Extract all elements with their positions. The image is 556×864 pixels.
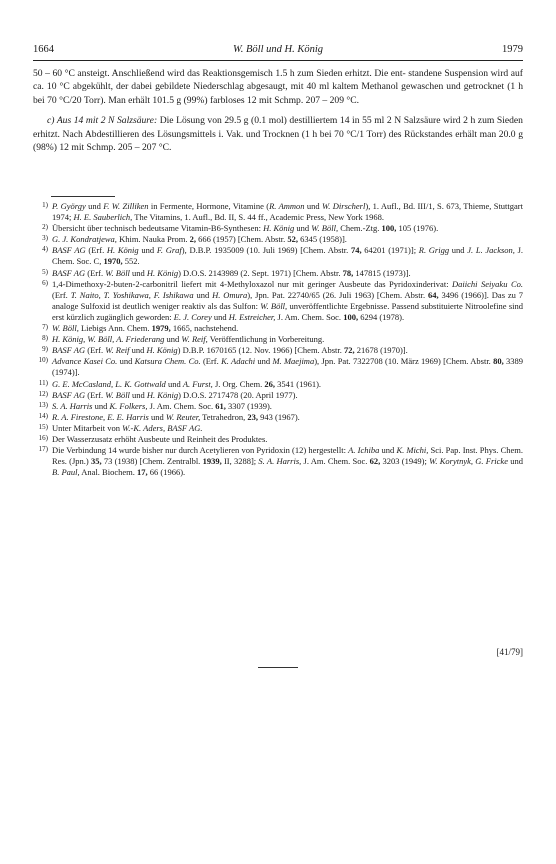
footnote [33,423,523,434]
citation-text: Khim. Nauka Prom. [116,234,190,245]
citation-text: Unter Mitarbeit von [52,422,123,433]
footnote-number: 8) [42,334,48,343]
body-line: 50 – 60 °C ansteigt. Anschließend wird das Reaktionsgemisch 1.5 h zum Sieden erhitzt. Die ent- [33,68,406,79]
citation-name: A. Furst, [182,378,213,389]
footnote-number: 5) [42,267,48,276]
footnote-text [52,390,523,401]
citation-text: Chem.-Ztg. [338,223,382,234]
citation-name: K. Michi, [396,445,429,456]
footnote-number: 2) [42,223,48,232]
citation-volume: 72, [344,345,355,356]
citation-name: W. Böll [105,389,130,400]
citation-name: H. E. Sauberlich, [73,212,133,223]
citation-volume: 64, [427,289,439,300]
citation-text: 73 (1938) [Chem. Zentralbl. [101,456,203,467]
running-authors: W. Böll und H. König [232,44,324,55]
footnote-text [52,323,523,334]
citation-name: R. A. Firestone, E. E. Harris [52,411,149,422]
citation-volume: 1939, [202,456,222,467]
citation-text: und [138,245,157,256]
footnote [33,401,523,412]
citation-text: (Erf. [85,267,106,278]
citation-text: und [294,223,312,234]
citation-text: 6345 (1958)]. [298,234,347,245]
footnote-text [52,234,523,245]
citation-name: W. Böll, [260,300,288,311]
citation-volume: 78, [342,267,354,278]
citation-text: (Erf. [85,345,106,356]
citation-text: Tetrahedron, [200,411,248,422]
citation-text: 6294 (1978). [358,311,405,322]
running-header [33,44,523,55]
footnote [33,379,523,390]
citation-text: und [117,356,135,367]
citation-text: J. Am. Chem. Soc. [301,456,370,467]
citation-text: ) D.B.P. 1670165 (12. Nov. 1966) [Chem. Abstr. [177,345,345,356]
citation-volume: 17, [137,467,148,478]
citation-volume: 80, [493,356,504,367]
footnote-number: 3) [42,234,48,243]
citation-volume: 61, [215,400,226,411]
citation-text: 943 (1967). [258,411,300,422]
footnote [33,412,523,423]
citation-name: BASF AG [52,345,86,356]
citation-name: F. Graf [156,245,182,256]
citation-volume: 2, [189,234,197,245]
citation-name: W. Korytnyk, G. Fricke [429,456,508,467]
citation-text: in Fermente, Hormone, Vitamine ( [148,201,270,211]
citation-name: E. J. Corey [173,311,212,322]
page-number: 1664 [33,44,54,55]
citation-name: H. König [146,345,178,356]
footnote [33,245,523,267]
citation-name: H. König [146,267,179,278]
citation-text: und [165,378,183,389]
procedure-b-end [33,67,523,107]
citation-name: W. Reuter, [165,411,201,422]
citation-text: J. Am. Chem. Soc. [147,400,216,411]
citation-name: S. A. Harris [52,400,93,411]
citation-name: BASF AG [52,267,86,278]
citation-text: ), D.B.P. 1935009 (10. Juli 1969) [Chem. Abstr. [181,245,351,256]
end-rule [258,667,298,668]
citation-volume: 100, [381,223,397,234]
footnote [33,334,523,345]
citation-text: und [255,356,273,367]
citation-name: H. König, W. Böll, A. Friederang [52,334,165,345]
citation-text: 3203 (1949); [380,456,430,467]
citation-text: und [449,245,468,256]
citation-text: 552. [122,256,140,267]
footnote [33,223,523,234]
citation-name: W. Reif, [181,334,208,345]
citation-name: K. Adachi [221,356,256,367]
footnote [33,445,523,478]
citation-name: G. J. Kondratjewa, [52,234,117,245]
footnote-text [52,334,523,345]
citation-name: W. Dirscherl [322,201,366,211]
citation-name: J. L. Jackson, [467,245,515,256]
footnote-number: 10) [38,356,48,365]
footnote-text [52,445,523,478]
footnote [33,345,523,356]
footnote-number: 7) [42,323,48,332]
footnote-text [52,279,523,323]
citation-text: und [92,400,110,411]
citation-text: 66 (1966). [147,467,186,478]
citation-name: T. Naito, T. Yoshikawa, F. Ishikawa [70,289,194,300]
citation-name: H. König [106,245,139,256]
citation-name: W. Reif [105,345,130,356]
citation-text: J. Org. Chem. [212,378,265,389]
main-text [33,67,523,154]
footnote [33,323,523,334]
citation-text: Die Verbindung 14 wurde bisher nur durch Acetylieren von Pyridoxin (12) hergestellt: [52,445,349,456]
footnote-number: 4) [42,245,48,254]
footnote [33,356,523,378]
citation-name: H. Estreicher, [228,311,276,322]
footnote-number: 16) [38,433,48,442]
citation-name: W. Böll, [52,323,79,334]
citation-text: Übersicht über technisch bedeutsame Vitamin-B6-Synthesen: [52,223,264,234]
citation-text: (Erf. [200,356,222,367]
footnote [33,279,523,323]
footnote-separator [51,196,115,197]
citation-text: 3307 (1939). [225,400,272,411]
citation-text: und [148,411,166,422]
citation-text: 1,4-Dimethoxy-2-buten-2-carbonitril liefert mit 4-Methyloxazol nur mit geringer Ausbeute das Pyridoxinderivat: [52,278,453,289]
citation-volume: 23, [247,411,258,422]
footnote [33,234,523,245]
citation-volume: 100, [343,311,359,322]
citation-text: J. Chem. Soc. C, [52,245,524,267]
citation-volume: 74, [350,245,362,256]
footnote-text [52,356,523,378]
citation-name: H. Omura [212,289,248,300]
citation-text: 1665, nachstehend. [170,323,239,334]
citation-text: Sci. Pap. Inst. Phys. Chem. Res. (Jpn.) [52,445,523,467]
citation-name: R. Grigg [418,245,450,256]
citation-text: ) D.O.S. 2717478 (20. April 1977). [178,389,298,400]
footnote [33,434,523,445]
citation-text: 3389 (1974)]. [52,356,524,378]
citation-text: 64201 (1971)]; [361,245,419,256]
citation-name: P. György [52,201,86,211]
footnote-number: 9) [42,345,48,354]
citation-text: ), Jpn. Pat. 22740/65 (26. Juli 1963) [Chem. Abstr. [247,289,428,300]
footnote [33,201,523,223]
citation-name: Katsura Chem. Co. [134,356,201,367]
footnote-text [52,268,523,279]
publication-year: 1979 [501,44,523,55]
manuscript-code: [41/79] [496,647,523,657]
citation-name: A. Ichiba [348,445,380,456]
citation-name: S. A. Harris, [258,456,302,467]
header-rule [33,60,523,61]
citation-name: W. Böll [105,267,130,278]
body-line: standene Suspension wird auf ca. 10 °C abgekühlt, der dabei gebildete Niederschlag abgesaugt, [33,68,523,93]
citation-name: BASF AG [52,245,86,256]
footnote-number: 6) [42,278,48,287]
footnote-text [52,201,523,223]
citation-name: W.-K. Aders, BASF AG. [122,422,203,433]
citation-text: Liebigs Ann. Chem. [78,323,152,334]
citation-text: (Erf. [52,289,71,300]
citation-name: B. Paul, [52,467,80,478]
citation-name: H. König [263,223,295,234]
citation-name: BASF AG [52,389,86,400]
footnote-text [52,379,523,390]
footnote-text [52,434,523,445]
footnote [33,268,523,279]
citation-text: (Erf. [85,245,107,256]
citation-text: Anal. Biochem. [79,467,137,478]
citation-text: J. Am. Chem. Soc. [275,311,344,322]
citation-name: R. Ammon [269,201,305,211]
citation-text: 666 (1957) [Chem. Abstr. [196,234,288,245]
citation-text: II, 3288]; [221,456,259,467]
citation-name: G. E. McCasland, L. K. Gottwald [52,378,166,389]
citation-text: und [379,445,397,456]
citation-text: und [164,334,182,345]
footnote-number: 17) [38,445,48,454]
citation-text: und [129,267,147,278]
citation-volume: 26, [264,378,275,389]
footnote-text [52,223,523,234]
citation-text: und [129,389,147,400]
citation-text: ) D.O.S. 2143989 (2. Sept. 1971) [Chem. Abstr. [178,267,343,278]
body-line: (99%) farbloses 12 mit Schmp. 207 – 209 °C. [183,94,360,106]
citation-volume: 52, [287,234,299,245]
body-line: mit 40 ml kaltem Methanol gewaschen und getrocknet (1 h bei 70 °C/20 Torr). Man erhält 101.5 g [33,81,524,106]
citation-name: M. Maejima [272,356,315,367]
procedure-c-text: Die Lösung von 29.5 g (0.1 mol) destilliertem 14 in 55 ml 2 N Salzsäure wird 2 h zum Sieden erhitzt. Nach Abdestillieren des Lösungsmittels i. Vak. und Trocknen (1 h bei 70 °C/1 Torr) des Rückstandes erhält man 20.0 g (98%) 12 mit Schmp. 205 – 207 °C. [33,115,523,154]
citation-text: 3496 (1966)]. Das zu 7 analoge Sulfoxid ist deutlich weniger reaktiv als das Sulfon: [52,289,524,311]
footnote [33,390,523,401]
footnote-number: 14) [38,411,48,420]
citation-text: und [193,289,213,300]
footnote-text [52,245,523,267]
footnote-number: 13) [38,400,48,409]
citation-text: und [507,456,523,467]
footnotes [33,201,523,478]
citation-volume: 62, [369,456,381,467]
citation-text: ), 1. Aufl., Bd. III/1, S. 673, Thieme, Stuttgart 1974; [52,201,523,223]
footnote-text [52,412,523,423]
citation-name: H. König [146,389,179,400]
citation-text: (Erf. [85,389,106,400]
citation-text: und [85,201,104,211]
citation-name: Daiichi Seiyaku Co. [452,278,523,289]
citation-name: Advance Kasei Co. [52,356,118,367]
citation-volume: 35, [90,456,102,467]
citation-volume: 1970, [103,256,123,267]
footnote-number: 15) [38,422,48,431]
procedure-c-heading: c) Aus 14 mit 2 N Salzsäure: [47,115,158,127]
citation-name: W. Böll, [311,223,339,234]
footnote-number: 12) [38,389,48,398]
citation-text: Veröffentlichung in Vorbereitung. [207,334,325,345]
footnote-text [52,345,523,356]
citation-text: The Vitamins, 1. Aufl., Bd. II, S. 44 ff., Academic Press, New York 1968. [132,212,384,223]
citation-name: F. W. Zilliken [103,201,149,211]
footnote-text [52,401,523,412]
footnote-number: 1) [42,201,48,209]
footnote-text [52,423,523,434]
citation-text: 105 (1976). [396,223,439,234]
citation-text: und [129,345,147,356]
citation-text: Der Wasserzusatz erhöht Ausbeute und Reinheit des Produktes. [52,433,268,444]
procedure-c [33,114,523,154]
citation-text: ), Jpn. Pat. 7322708 (10. März 1969) [Chem. Abstr. [314,356,494,367]
citation-volume: 1979, [151,323,171,334]
citation-name: K. Folkers, [109,400,148,411]
citation-text: und [211,311,229,322]
citation-text: 21678 (1970)]. [354,345,408,356]
citation-text: unveröffentlichte Ergebnisse. Passend substituierte Nitroolefine sind erst kürzlich zugänglich geworden: [52,300,524,322]
citation-text: und [304,201,322,211]
citation-text: 3541 (1961). [275,378,322,389]
citation-text: 147815 (1973)]. [353,267,411,278]
footnote-number: 11) [38,378,48,387]
